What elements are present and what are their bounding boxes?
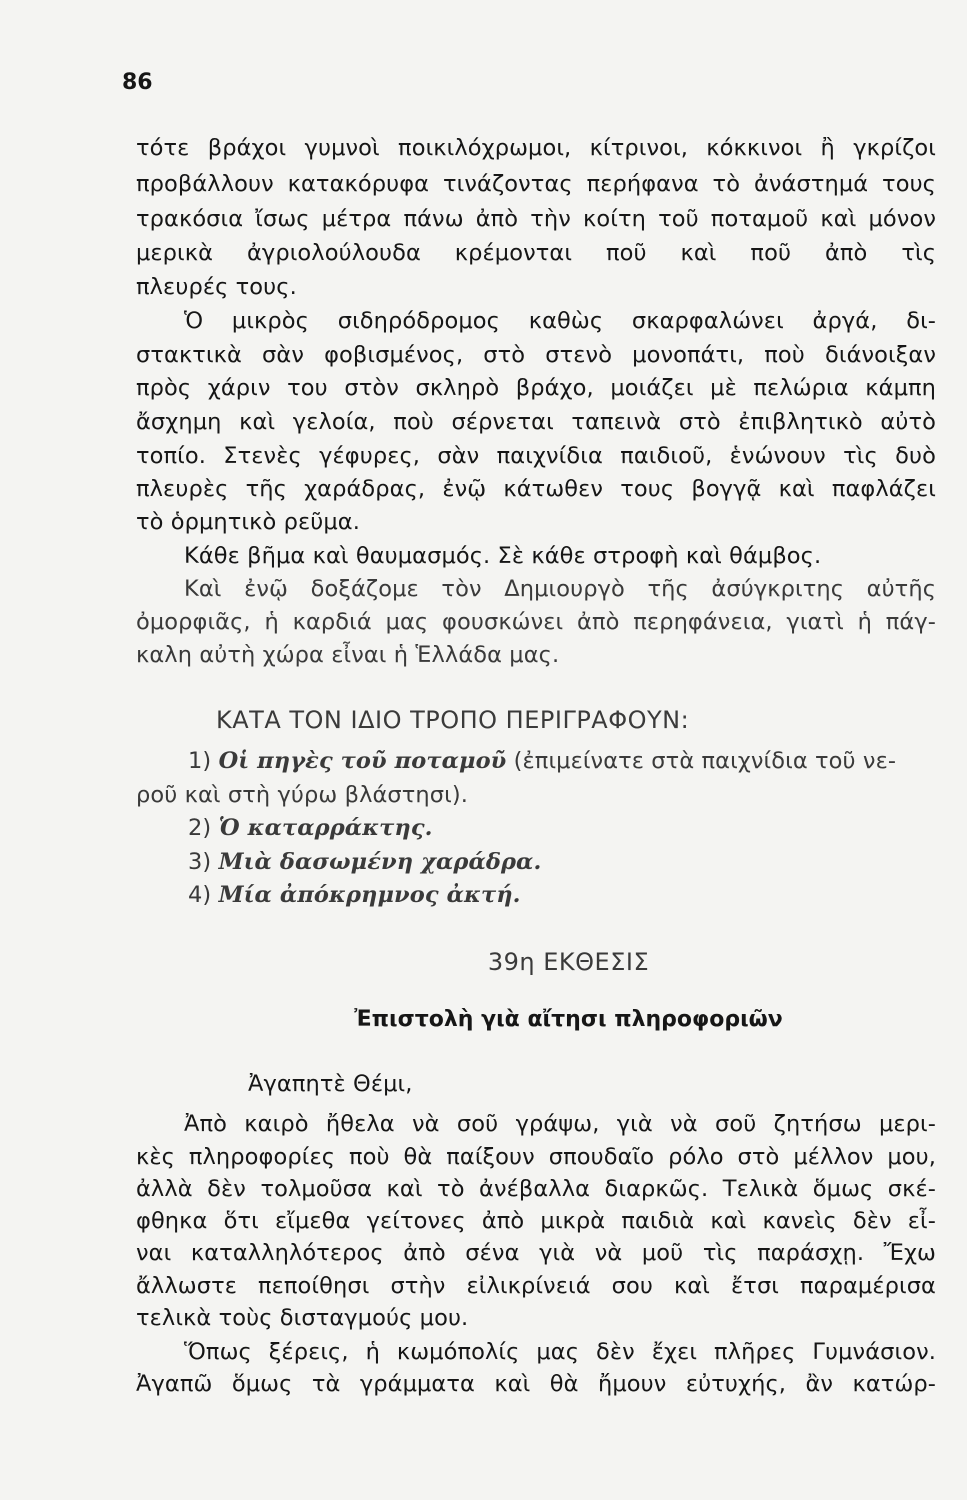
text-line: τοπίο. Στενὲς γέφυρες, σὰν παιχνίδια παιδιοῦ, ἑνώνουν τὶς δυὸ	[136, 443, 936, 469]
text-line: ναι καταλληλότερος ἀπὸ σένα γιὰ νὰ μοῦ τὶς παράσχῃ. Ἔχω	[136, 1240, 936, 1266]
essay-title: Ἐπιστολὴ γιὰ αἴτησι πληροφοριῶν	[354, 1007, 783, 1032]
text-line: Κάθε βῆμα καὶ θαυμασμός. Σὲ κάθε στροφὴ καὶ θάμβος.	[184, 543, 822, 569]
topic-title: Μιὰ δασωμένη χαράδρα.	[218, 849, 542, 875]
topic-number: 4)	[188, 882, 212, 908]
text-line: μερικὰ ἀγριολούλουδα κρέμονται ποῦ καὶ ποῦ ἀπὸ τὶς	[136, 240, 936, 266]
text-line: πρὸς χάριν του στὸν σκληρὸ βράχο, μοιάζει μὲ πελώρια κάμπη	[136, 375, 936, 401]
text-line: φθηκα ὅτι εἴμεθα γείτονες ἀπὸ μικρὰ παιδιὰ καὶ κανεὶς δὲν εἶ-	[136, 1208, 936, 1234]
topic-number: 3)	[188, 849, 212, 875]
topic-item	[188, 812, 936, 844]
topic-title: Μία ἀπόκρημνος ἀκτή.	[218, 882, 521, 908]
essay-heading: 39η ΕΚΘΕΣΙΣ	[487, 948, 650, 976]
text-line: κὲς πληροφορίες ποὺ θὰ παίξουν σπουδαῖο ρόλο στὸ μέλλον μου,	[136, 1144, 936, 1170]
topic-title: Ὁ καταρράκτης.	[218, 815, 433, 841]
text-line: πλευρές τους.	[136, 274, 297, 300]
text-line: πλευρὲς τῆς χαράδρας, ἐνῷ κάτωθεν τους βογγᾷ καὶ παφλάζει	[136, 476, 936, 502]
text-line: ἀλλὰ δὲν τολμοῦσα καὶ τὸ ἀνέβαλλα διαρκῶς. Τελικὰ ὅμως σκέ-	[136, 1176, 936, 1202]
topic-number: 1)	[188, 748, 212, 774]
text-line: Καὶ ἐνῷ δοξάζομε τὸν Δημιουργὸ τῆς ἀσύγκριτης αὐτῆς	[184, 576, 936, 602]
text-line: στακτικὰ σὰν φοβισμένος, στὸ στενὸ μονοπάτι, ποὺ διάνοιξαν	[136, 342, 936, 368]
topic-note: (ἐπιμείνατε στὰ παιχνίδια τοῦ νε-	[513, 748, 897, 774]
text-line: ὀμορφιᾶς, ἡ καρδιά μας φουσκώνει ἀπὸ περηφάνεια, γιατὶ ἡ πάγ-	[136, 609, 936, 635]
text-line: προβάλλουν κατακόρυφα τινάζοντας περήφανα τὸ ἀνάστημά τους	[136, 171, 936, 197]
page-number: 86	[122, 70, 153, 95]
topic-number: 2)	[188, 815, 212, 841]
text-line: τὸ ὁρμητικὸ ρεῦμα.	[136, 509, 360, 535]
text-line: τρακόσια ἴσως μέτρα πάνω ἀπὸ τὴν κοίτη τοῦ ποταμοῦ καὶ μόνον	[136, 206, 936, 232]
topic-title: Οἱ πηγὲς τοῦ ποταμοῦ	[218, 748, 507, 774]
topic-item	[188, 846, 936, 878]
text-line: Ὁ μικρὸς σιδηρόδρομος καθὼς σκαρφαλώνει ἀργά, δι-	[184, 308, 936, 334]
text-line: καλη αὐτὴ χώρα εἶναι ἡ Ἑλλάδα μας.	[136, 642, 560, 668]
letter-salutation: Ἀγαπητὲ Θέμι,	[248, 1071, 413, 1097]
text-line: Ὅπως ξέρεις, ἡ κωμόπολίς μας δὲν ἔχει πλῆρες Γυμνάσιον.	[184, 1339, 936, 1365]
topic-item	[188, 879, 936, 911]
text-line: Ἀγαπῶ ὅμως τὰ γράμματα καὶ θὰ ἤμουν εὐτυχής, ἂν κατώρ-	[136, 1371, 936, 1397]
text-line: τότε βράχοι γυμνοὶ ποικιλόχρωμοι, κίτρινοι, κόκκινοι ἢ γκρίζοι	[136, 135, 936, 161]
text-line: ἄσχημη καὶ γελοία, ποὺ σέρνεται ταπεινὰ στὸ ἐπιβλητικὸ αὐτὸ	[136, 409, 936, 435]
text-line: ἄλλωστε πεποίθησι στὴν εἰλικρίνειά σου καὶ ἔτσι παραμέρισα	[136, 1273, 936, 1299]
text-line: Ἀπὸ καιρὸ ἤθελα νὰ σοῦ γράψω, γιὰ νὰ σοῦ ζητήσω μερι-	[184, 1111, 936, 1137]
topic-item	[188, 745, 936, 777]
topic-continuation: ροῦ καὶ στὴ γύρω βλάστησι).	[136, 782, 468, 808]
text-line: τελικὰ τοὺς δισταγμούς μου.	[136, 1305, 469, 1331]
section-heading: ΚΑΤΑ ΤΟΝ ΙΔΙΟ ΤΡΟΠΟ ΠΕΡΙΓΡΑΦΟΥΝ:	[216, 706, 690, 734]
